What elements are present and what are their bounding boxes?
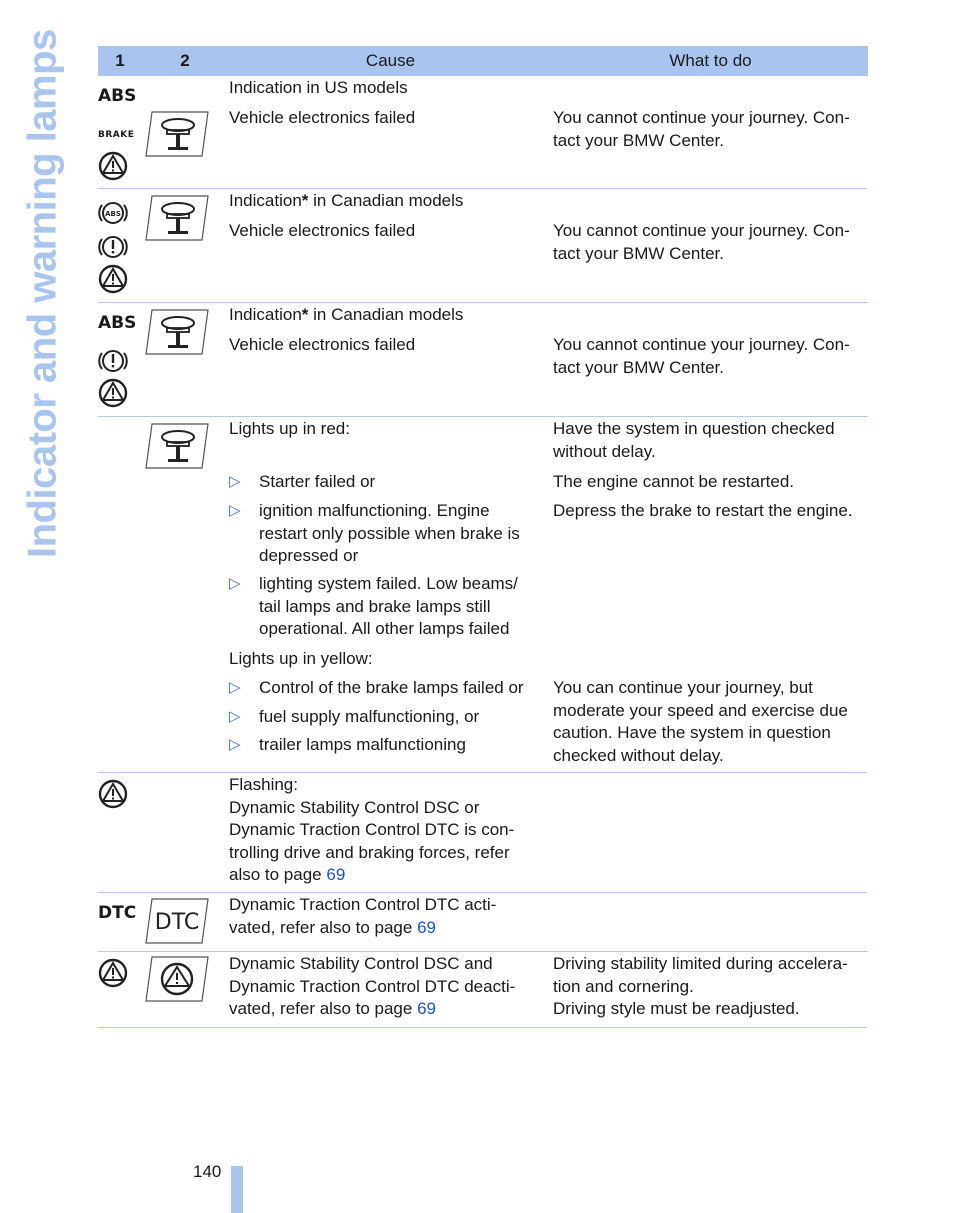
bullet-arrow-icon: ▷ — [229, 575, 241, 592]
bullet-arrow-icon: ▷ — [229, 679, 241, 696]
header-col-2: 2 — [180, 51, 190, 70]
list-item — [229, 500, 544, 568]
cause-title-text: Indication — [229, 305, 302, 324]
list-item-text: Control of the brake lamps failed or — [259, 678, 524, 697]
list-item — [229, 706, 544, 729]
what-to-do: You cannot continue your journey. Con- tact your BMW Center. — [553, 108, 850, 150]
cause-text — [229, 774, 544, 887]
list-item-todo: Depress the brake to restart the engine. — [553, 501, 853, 520]
dsc-warning-icon — [98, 150, 128, 182]
drivetrain-malfunction-icon — [144, 422, 212, 470]
list-item — [229, 677, 544, 700]
page-marker-bar — [231, 1166, 243, 1213]
indicator-table — [98, 46, 868, 1028]
brake-warning-icon — [98, 345, 128, 377]
bullet-arrow-icon: ▷ — [229, 708, 241, 725]
table-row — [98, 189, 868, 303]
list-item-text: fuel supply malfunctioning, or — [259, 707, 480, 726]
header-col-what-to-do: What to do — [669, 51, 752, 70]
cause-line: Vehicle electronics failed — [229, 335, 416, 354]
dsc-warning-icon — [98, 377, 128, 409]
what-to-do: You cannot continue your journey. Con- tact your BMW Center. — [553, 335, 850, 377]
cause-title-suffix: in Canadian models — [308, 305, 464, 324]
dtc-indicator-icon — [144, 897, 212, 945]
cause-text — [229, 953, 544, 1021]
yellow-light-title: Lights up in yellow: — [229, 649, 373, 668]
svg-text:ABS: ABS — [105, 210, 121, 218]
cause-title-text: Indication — [229, 191, 302, 210]
drivetrain-malfunction-icon — [144, 194, 212, 242]
table-row — [98, 417, 868, 773]
list-item — [229, 471, 544, 494]
table-row — [98, 773, 868, 893]
table-header — [98, 46, 868, 76]
page-link[interactable]: 69 — [417, 917, 436, 937]
bullet-arrow-icon: ▷ — [229, 473, 241, 490]
red-light-title: Lights up in red: — [229, 419, 350, 438]
cause-body: Flashing: Dynamic Stability Control DSC or Dynamic Traction Control DTC is con- trolling drive and braking forces, refer also to page — [229, 775, 515, 884]
bullet-arrow-icon: ▷ — [229, 736, 241, 753]
brake-warning-icon — [98, 231, 128, 263]
drivetrain-malfunction-icon — [144, 110, 212, 158]
asterisk-mark: * — [301, 305, 309, 324]
list-item-text: Starter failed or — [259, 472, 376, 491]
abs-text-icon — [98, 313, 137, 333]
page-link[interactable]: 69 — [417, 999, 436, 1018]
abs-label: ABS — [98, 86, 137, 106]
abs-circle-icon — [98, 197, 128, 229]
table-row — [98, 76, 868, 189]
list-item-text: trailer lamps malfunctioning — [259, 735, 466, 754]
bullet-arrow-icon: ▷ — [229, 502, 241, 519]
svg-text:DTC: DTC — [154, 910, 200, 935]
cause-title — [229, 190, 544, 213]
dtc-text-icon — [98, 903, 137, 923]
list-item — [229, 573, 544, 641]
table-row — [98, 893, 868, 952]
drivetrain-malfunction-icon — [144, 308, 212, 356]
asterisk-mark: * — [301, 191, 309, 210]
yellow-light-todo: You can continue your journey, but moderate your speed and exercise due caution. Have the system in question checked without delay. — [553, 678, 848, 765]
dsc-off-indicator-icon — [144, 955, 212, 1003]
abs-label: ABS — [98, 313, 137, 333]
cause-line: Vehicle electronics failed — [229, 108, 416, 127]
list-item-text: lighting system failed. Low beams/ tail lamps and brake lamps still operational. All other lamps failed — [259, 574, 518, 638]
brake-label: BRAKE — [98, 130, 135, 140]
brake-text-icon — [98, 124, 135, 142]
page-number: 140 — [193, 1162, 222, 1181]
dsc-flashing-icon — [98, 778, 128, 810]
what-to-do: You cannot continue your journey. Con- tact your BMW Center. — [553, 221, 850, 263]
cause-title-suffix: in Canadian models — [308, 191, 464, 210]
cause-text — [229, 894, 544, 939]
table-row — [98, 952, 868, 1028]
cause-title: Indication in US models — [229, 78, 408, 97]
cause-line: Vehicle electronics failed — [229, 221, 416, 240]
list-item-text: ignition malfunctioning. Engine restart only possible when brake is depressed or — [259, 501, 520, 565]
dsc-warning-icon — [98, 263, 128, 295]
what-to-do: Driving stability limited during accelera- tion and cornering. Driving style must be readjusted. — [553, 954, 848, 1018]
red-light-todo: Have the system in question checked without delay. — [553, 419, 835, 461]
header-col-cause: Cause — [365, 51, 416, 70]
cause-body: Dynamic Stability Control DSC and Dynamic Traction Control DTC deacti- vated, refer also to page — [229, 954, 516, 1018]
dtc-label: DTC — [98, 903, 137, 923]
table-row — [98, 303, 868, 417]
abs-text-icon — [98, 86, 137, 106]
header-col-1: 1 — [115, 51, 125, 70]
cause-title — [229, 304, 544, 327]
page-link[interactable]: 69 — [326, 865, 346, 884]
list-item-todo: The engine cannot be restarted. — [553, 472, 794, 491]
side-section-title: Indicator and warning lamps — [20, 29, 65, 558]
dsc-warning-icon — [98, 957, 128, 989]
cause-body: Dynamic Traction Control DTC acti- vated, refer also to page — [229, 895, 497, 937]
list-item — [229, 734, 544, 757]
